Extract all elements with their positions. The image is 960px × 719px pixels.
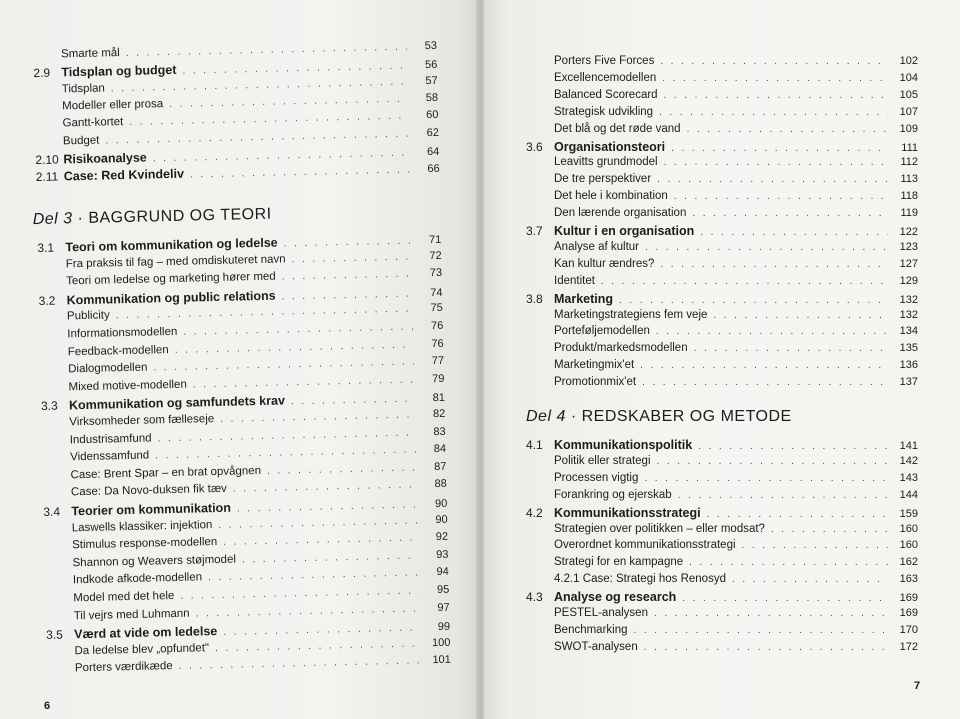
entry-page-number: 159 (899, 507, 918, 520)
entry-page-number: 88 (434, 478, 448, 491)
dot-leader (223, 623, 420, 638)
entry-title: De tre perspektiver (554, 173, 652, 186)
dot-leader (157, 427, 415, 444)
dot-leader (282, 269, 413, 283)
entry-title: Budget (62, 134, 100, 147)
part-label: Del 3 (32, 210, 73, 229)
entry-title: Mixed motive-modellen (68, 378, 187, 394)
dot-leader (220, 409, 415, 424)
dot-leader (682, 593, 888, 604)
entry-title: Benchmarking (554, 623, 628, 636)
entry-page-number: 163 (899, 573, 918, 586)
entry-title: Excellencemodellen (554, 71, 657, 84)
section-number (39, 320, 67, 321)
entry-title: Feedback-modellen (67, 343, 169, 358)
dot-leader (732, 574, 888, 585)
dot-leader (664, 157, 888, 168)
entry-title: Modeller eller prosa (62, 98, 164, 113)
section-number: 2.11 (35, 169, 59, 185)
entry-title: 4.2.1 Case: Strategi hos Renosyd (554, 573, 726, 586)
entry-page-number: 99 (437, 620, 451, 634)
entry-page-number: 95 (436, 583, 450, 597)
entry-page-number: 123 (899, 240, 918, 253)
entry-page-number: 57 (425, 74, 438, 87)
dot-leader (664, 90, 888, 101)
section-number (47, 672, 75, 673)
entry-page-number: 105 (899, 88, 918, 101)
entry-page-number: 90 (435, 513, 448, 526)
entry-page-number: 169 (899, 592, 918, 605)
section-number (47, 654, 75, 655)
dot-leader (183, 322, 413, 338)
dot-leader (713, 310, 888, 321)
section-number: 4.2 (526, 505, 543, 520)
dot-leader (601, 276, 888, 287)
part-label: Del 4 (526, 408, 566, 425)
entry-page-number: 160 (899, 522, 918, 535)
entry-page-number: 58 (425, 91, 439, 105)
dot-leader (291, 251, 411, 265)
dot-leader (281, 288, 412, 302)
entry-title: Porters værdikæde (74, 660, 173, 675)
entry-page-number: 62 (426, 126, 440, 139)
entry-page-number: 97 (437, 601, 450, 614)
section-number: 2.10 (35, 152, 59, 167)
entry-page-number: 64 (426, 145, 440, 158)
section-number (41, 425, 69, 426)
section-number (41, 390, 69, 391)
dot-leader (657, 174, 888, 185)
dot-leader (218, 515, 418, 531)
dot-leader (169, 93, 408, 109)
entry-page-number: 82 (432, 407, 446, 421)
toc-entry (526, 556, 918, 568)
entry-page-number: 60 (426, 109, 439, 122)
entry-page-number: 122 (899, 226, 918, 238)
dot-leader (196, 603, 420, 619)
dot-leader (619, 295, 888, 306)
dot-leader (644, 642, 888, 653)
section-number (40, 355, 68, 356)
toc-entry (526, 55, 918, 67)
section-number: 3.6 (526, 139, 543, 154)
entry-title: Tidsplan og budget (61, 63, 177, 80)
entry-page-number: 137 (899, 376, 918, 389)
dot-leader (671, 143, 888, 154)
entry-title: Kommunikation og samfundets krav (68, 393, 286, 413)
entry-page-number: 84 (433, 442, 447, 456)
entry-title: Analyse og research (554, 590, 677, 605)
entry-title: Teorier om kommunikation (71, 500, 232, 519)
left-toc (0, 0, 478, 719)
entry-title: Det hele i kombination (554, 190, 668, 203)
dot-leader (284, 236, 412, 250)
toc-entry (526, 590, 918, 604)
dot-leader (233, 480, 417, 495)
part-heading (526, 408, 792, 426)
entry-title: PESTEL-analysen (554, 607, 648, 619)
dot-leader (208, 568, 419, 584)
dot-leader (642, 377, 888, 388)
entry-page-number: 119 (900, 207, 918, 220)
entry-page-number: 170 (899, 623, 918, 636)
entry-title: Kommunikation og public relations (66, 288, 276, 308)
entry-page-number: 160 (899, 539, 918, 552)
entry-title: Strategien over politikken – eller modsat? (554, 522, 765, 535)
entry-title: Teori om kommunikation og ledelse (65, 235, 278, 255)
dot-leader (640, 360, 888, 371)
entry-page-number: 81 (432, 392, 446, 405)
entry-page-number: 162 (899, 556, 918, 569)
entry-page-number: 71 (428, 233, 442, 247)
entry-title: Gantt-kortet (62, 116, 124, 130)
entry-title: Videnssamfund (70, 449, 150, 464)
toc-entry (526, 573, 918, 585)
entry-title: Smarte mål (60, 47, 120, 61)
section-number (42, 443, 70, 444)
section-number (34, 109, 62, 110)
entry-page-number: 135 (899, 342, 918, 355)
entry-title: Marketing (554, 291, 614, 306)
page-number: 7 (914, 680, 921, 692)
entry-title: Politik eller strategi (554, 454, 651, 467)
entry-page-number: 143 (899, 471, 918, 484)
dot-leader (689, 557, 888, 568)
entry-title: Indkode afkode-modellen (72, 571, 203, 587)
section-number (38, 285, 66, 286)
entry-page-number: 76 (431, 337, 444, 350)
toc-entry (526, 438, 918, 452)
entry-page-number: 169 (899, 607, 918, 619)
entry-page-number: 94 (436, 566, 449, 579)
entry-title: Overordnet kommunikationsstrategi (554, 539, 736, 552)
entry-page-number: 144 (899, 488, 918, 501)
section-number: 3.7 (526, 224, 543, 238)
entry-page-number: 172 (899, 640, 918, 653)
dot-leader (116, 304, 413, 322)
dot-leader (656, 326, 888, 337)
entry-page-number: 127 (899, 257, 918, 270)
entry-page-number: 102 (899, 55, 918, 67)
entry-page-number: 66 (427, 162, 440, 176)
dot-leader (223, 533, 418, 548)
entry-title: Virksomheder som fælleseje (69, 413, 215, 429)
toc-list (0, 0, 470, 185)
entry-title: Det blå og det røde vand (554, 122, 681, 135)
entry-title: SWOT-analysen (554, 640, 638, 653)
entry-page-number: 77 (431, 355, 445, 368)
entry-title: Porters Five Forces (554, 55, 655, 67)
entry-title: Fra praksis til fag – med omdiskuteret navn (65, 252, 286, 270)
section-number: 3.2 (38, 293, 56, 308)
entry-page-number: 132 (899, 308, 918, 321)
toc-entry (47, 654, 451, 675)
entry-title: Forankring og ejerskab (554, 488, 672, 501)
entry-title: Case: Red Kvindeliv (63, 166, 185, 184)
entry-page-number: 101 (432, 654, 451, 667)
entry-title: Til vejrs med Luhmann (73, 607, 190, 622)
left-page (0, 0, 478, 719)
section-number (34, 92, 62, 93)
dot-leader (742, 540, 888, 551)
entry-page-number: 74 (430, 286, 443, 299)
toc-entry (526, 156, 918, 168)
entry-page-number: 132 (899, 293, 918, 306)
entry-title: Kultur i en organisation (554, 224, 695, 238)
toc-entry (526, 106, 918, 118)
entry-page-number: 112 (900, 156, 918, 169)
entry-title: Case: Brent Spar – en brat opvågnen (70, 464, 262, 482)
section-number (38, 267, 66, 268)
dot-leader (771, 524, 888, 535)
entry-page-number: 141 (899, 440, 918, 452)
toc-entry (526, 506, 918, 520)
dot-leader (182, 61, 407, 77)
dot-leader (694, 343, 888, 354)
entry-title: Dialogmodellen (68, 361, 148, 376)
dot-leader (180, 585, 419, 601)
dot-leader (698, 441, 888, 452)
entry-title: Risikoanalyse (63, 150, 147, 167)
right-page (484, 0, 960, 719)
entry-title: Værd at vide om ledelse (74, 624, 218, 642)
entry-page-number: 75 (430, 302, 444, 315)
section-number: 3.8 (526, 291, 543, 306)
entry-page-number: 92 (435, 530, 449, 544)
dot-leader (129, 111, 408, 128)
dot-leader (190, 165, 410, 181)
entry-title: Promotionmix'et (554, 376, 637, 389)
part-heading (33, 206, 272, 229)
section-number (45, 584, 73, 585)
entry-title: Analyse af kultur (554, 240, 640, 253)
toc-entry (526, 123, 918, 135)
section-number (33, 57, 61, 58)
entry-title: Marketingmix'et (554, 359, 635, 372)
entry-page-number: 104 (899, 71, 918, 84)
entry-title: Case: Da Novo-duksen fik tæv (70, 483, 228, 499)
entry-page-number: 107 (899, 105, 918, 118)
entry-title: Leavitts grundmodel (554, 156, 658, 169)
entry-title: Processen vigtig (554, 471, 639, 484)
section-number (35, 144, 63, 145)
entry-page-number: 136 (899, 359, 918, 372)
dot-leader (659, 107, 888, 118)
section-number: 3.3 (40, 398, 58, 414)
toc-entry (526, 455, 918, 467)
toc-entry (526, 309, 918, 321)
section-number (45, 566, 73, 567)
entry-page-number: 129 (899, 274, 918, 287)
entry-title: Laswells klassiker: injektion (71, 518, 213, 534)
entry-page-number: 111 (901, 141, 918, 154)
entry-page-number: 79 (432, 372, 445, 385)
entry-page-number: 53 (424, 39, 438, 53)
toc-entry (526, 624, 918, 636)
dot-leader (700, 227, 888, 238)
dot-leader (193, 374, 415, 390)
section-number (44, 548, 72, 549)
entry-title: Teori om ledelse og marketing hører med (66, 270, 276, 288)
section-number: 4.3 (526, 590, 543, 605)
section-number (45, 601, 73, 602)
entry-title: Kommunikationspolitik (554, 438, 693, 452)
dot-leader (291, 394, 415, 408)
entry-title: Publicity (66, 309, 110, 323)
part-separator: · (77, 209, 84, 228)
entry-title: Organisationsteori (554, 139, 666, 154)
entry-title: Porteføljemodellen (554, 325, 650, 338)
section-number (35, 127, 63, 128)
toc-entry (526, 472, 918, 484)
toc-entry (526, 342, 918, 354)
entry-title: Tidsplan (61, 82, 105, 96)
toc-entry (526, 173, 918, 185)
entry-page-number: 83 (433, 425, 446, 438)
entry-page-number: 72 (429, 249, 442, 262)
toc-entry (526, 89, 918, 101)
entry-title: Kommunikationsstrategi (554, 505, 701, 520)
part-separator: · (570, 408, 577, 425)
toc-entry (526, 359, 918, 371)
entry-page-number: 93 (436, 548, 449, 561)
entry-page-number: 73 (429, 267, 443, 280)
entry-page-number: 100 (431, 636, 451, 649)
entry-title: Kan kultur ændres? (554, 257, 655, 270)
toc-entry (526, 376, 918, 388)
dot-leader (687, 124, 888, 135)
toc-entry (526, 241, 918, 253)
toc-entry (526, 292, 918, 306)
dot-leader (692, 208, 888, 219)
entry-title: Den lærende organisation (554, 207, 687, 220)
part-title: REDSKABER OG METODE (581, 408, 792, 425)
entry-title: Informationsmodellen (67, 325, 178, 341)
dot-leader (215, 638, 421, 654)
entry-title: Strategi for en kampagne (554, 556, 684, 569)
toc-entry (526, 140, 918, 154)
dot-leader (674, 191, 888, 202)
entry-title: Balanced Scorecard (554, 88, 658, 101)
dot-leader (155, 445, 416, 462)
toc-entry (526, 207, 918, 219)
dot-leader (175, 339, 414, 355)
dot-leader (662, 73, 888, 84)
entry-page-number: 134 (899, 325, 918, 338)
part-title: BAGGRUND OG TEORI (88, 205, 272, 227)
entry-page-number: 87 (434, 460, 447, 473)
toc-entry (526, 72, 918, 84)
entry-title: Marketingstrategiens fem veje (554, 308, 708, 321)
section-number (40, 373, 68, 374)
dot-leader (111, 76, 408, 94)
entry-page-number: 113 (900, 173, 918, 186)
toc-entry (526, 489, 918, 501)
entry-page-number: 109 (899, 122, 918, 135)
dot-leader (267, 462, 417, 476)
entry-title: Da ledelse blev „opfundet" (74, 642, 210, 658)
entry-title: Stimulus response-modellen (72, 536, 218, 552)
section-number: 3.1 (37, 240, 55, 256)
toc-entry (526, 641, 918, 653)
toc-entry (526, 275, 918, 287)
dot-leader (242, 550, 419, 565)
entry-page-number: 56 (424, 59, 438, 72)
entry-page-number: 142 (899, 454, 918, 467)
entry-title: Identitet (554, 274, 595, 287)
dot-leader (179, 656, 421, 672)
entry-title: Industrisamfund (69, 432, 152, 446)
section-number (44, 531, 72, 532)
dot-leader (654, 608, 888, 619)
dot-leader (707, 509, 888, 520)
toc-entry (526, 523, 918, 535)
dot-leader (644, 473, 888, 484)
page-number: 6 (44, 700, 51, 712)
toc-entry (526, 607, 918, 619)
entry-page-number: 118 (900, 190, 918, 203)
entry-page-number: 90 (434, 497, 448, 511)
section-number (46, 619, 74, 620)
section-number (39, 337, 67, 338)
dot-leader (634, 625, 888, 636)
section-number: 3.5 (46, 627, 64, 643)
dot-leader (657, 456, 888, 467)
toc-entry (526, 224, 918, 238)
dot-leader (645, 242, 888, 253)
dot-leader (105, 128, 409, 146)
section-number (43, 478, 71, 479)
entry-title: Strategisk udvikling (554, 105, 654, 118)
toc-entry (526, 190, 918, 202)
entry-title: Produkt/markedsmodellen (554, 342, 688, 355)
dot-leader (660, 259, 888, 270)
entry-page-number: 76 (430, 319, 444, 333)
entry-title: Shannon og Weavers støjmodel (72, 553, 237, 570)
entry-title: Model med det hele (73, 590, 175, 605)
dot-leader (237, 499, 418, 514)
toc-entry (526, 325, 918, 337)
dot-leader (678, 490, 888, 501)
section-number: 4.1 (526, 438, 543, 452)
section-number (43, 496, 71, 497)
dot-leader (126, 42, 407, 59)
dot-leader (660, 56, 888, 67)
section-number: 2.9 (33, 65, 51, 81)
section-number (42, 461, 70, 462)
toc-entry (526, 258, 918, 270)
toc-entry (526, 539, 918, 551)
dot-leader (153, 357, 414, 374)
section-number: 3.4 (43, 504, 61, 519)
